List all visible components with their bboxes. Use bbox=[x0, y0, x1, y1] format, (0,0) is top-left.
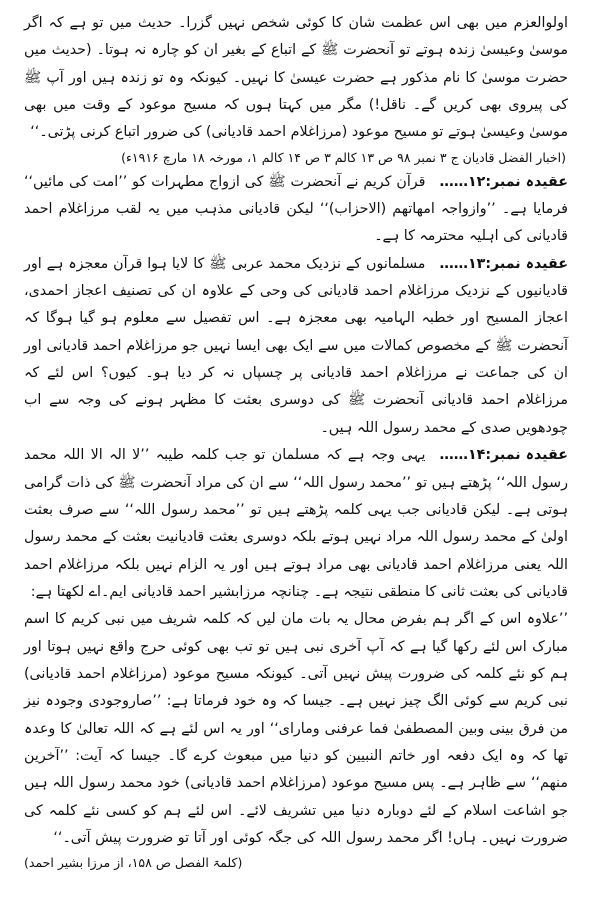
paragraph-belief-14 bbox=[24, 442, 568, 606]
citation-alfazl: (اخبار الفضل قادیان ج ۳ نمبر ۹۸ ص ۱۳ کالم ۳ ص ۱۴ کالم ۱، مورخہ ۱۸ مارچ ۱۹۱۶ء) bbox=[121, 149, 566, 165]
belief-13-label: عقیدہ نمبر:۱۳…… bbox=[439, 255, 568, 272]
belief-14-label: عقیدہ نمبر:۱۴…… bbox=[439, 447, 568, 464]
belief-14-text: یہی وجہ ہے کہ مسلمان تو جب کلمہ طیبہ ’’لا الہ الا اللہ محمد رسول اللہ‘‘ پڑھتے ہیں تو ’’محمد رسول اللہ‘‘ سے ان کی مراد آنحضرت ﷺ کی ذات گرامی ہوتی ہے۔ لیکن قادیانی جب یہی کلمہ پڑھتے ہیں تو ’’محمد رسول اللہ‘‘ سے صرف بعثت اولیٰ کے محمد رسول اللہ مراد نہیں ہوتے بلکہ دوسری بعثت قادیانیت بعثت کے محمد رسول اللہ یعنی مرزاغلام احمد قادیانی بھی مراد ہوتے ہیں اور یہ الزام نہیں بلکہ مرزاغلام احمد قادیانی کی بعثت ثانی کا منطقی نتیجہ ہے۔ چنانچہ مرزابشیر احمد قادیانی ایم۔اے لکھتا ہے: bbox=[24, 447, 568, 600]
paragraph-belief-12 bbox=[24, 169, 568, 251]
paragraph-belief-13 bbox=[24, 251, 568, 442]
paragraph-block-quote: ’’علاوہ اس کے اگر ہم بفرض محال یہ بات مان لیں کہ کلمہ شریف میں نبی کریم کا اسم مبارک اس لئے رکھا گیا ہے کہ آپ آخری نبی ہیں تو تب بھی کوئی حرج واقع نہیں ہوتا اور ہم کو نئے کلمہ کی ضرورت پیش نہیں آتی۔ کیونکہ مسیح موعود (مرزاغلام احمد قادیانی) نبی کریم سے کوئی الگ چیز نہیں ہے۔ جیسا کہ وہ خود فرماتا ہے: ’’صاروجودی وجودہ نیز من فرق بینی وبین المصطفیٰ فما عرفنی ومارای‘‘ اور یہ اس لئے ہے کہ اللہ تعالیٰ کا وعدہ تھا کہ وہ ایک دفعہ اور خاتم النبیین کو دنیا میں مبعوث کرے گا۔ جیسا کہ آیت: ’’آخرین منھم‘‘ سے ظاہر ہے۔ پس مسیح موعود (مرزاغلام احمد قادیانی) خود محمد رسول اللہ ہیں جو اشاعت اسلام کے لئے دوبارہ دنیا میں تشریف لائے۔ اس لئے ہم کو کسی نئے کلمہ کی ضرورت نہیں۔ ہاں! اگر محمد رسول اللہ کی جگہ کوئی اور آتا تو ضرورت پیش آتی۔‘‘ bbox=[24, 611, 568, 846]
belief-13-text: مسلمانوں کے نزدیک محمد عربی ﷺ کا لایا ہوا قرآن معجزہ ہے اور قادیانیوں کے نزدیک مرزاغلام احمد قادیانی کی وحی کے علاوہ ان کی تصنیف اعجاز احمدی، اعجاز المسیح اور خطبہ الہامیہ بھی معجزہ ہے۔ اس تفصیل سے معلوم ہو گیا ہوگا کہ آنحضرت ﷺ کے مخصوص کمالات میں سے ایک بھی ایسا نہیں جو مرزاغلام احمد قادیانی اور ان کی جماعت نے مرزاغلام احمد قادیانی پر چسپاں نہ کر دیا ہو۔ کیوں؟ اس لئے کہ مرزاغلام احمد قادیانی آنحضرت ﷺ کی دوسری بعثت کا مظہر ہونے کی وجہ سے اب چودھویں صدی کے محمد رسول اللہ ہیں۔ bbox=[24, 255, 568, 436]
belief-12-text: قرآن کریم نے آنحضرت ﷺ کی ازواج مطہرات کو ’’امت کی مائیں‘‘ فرمایا ہے۔ ’’وازواجہ امھاتھم (الاحزاب)‘‘ لیکن قادیانی مذہب میں یہ لقب مرزاغلام احمد قادیانی کی اہلیہ محترمہ کا ہے۔ bbox=[24, 173, 568, 245]
belief-12-label: عقیدہ نمبر:۱۲…… bbox=[439, 173, 568, 190]
citation-kalimatul-fasl: (کلمۃ الفصل ص ۱۵۸، از مرزا بشیر احمد) bbox=[24, 855, 243, 871]
paragraph-intro-quote: اولوالعزم میں بھی اس عظمت شان کا کوئی شخص نہیں گزرا۔ حدیث میں تو ہے کہ اگر موسیٰ وعیسیٰ زندہ ہوتے تو آنحضرت ﷺ کے اتباع کے بغیر ان کو چارہ نہ ہوتا۔ (حدیث میں حضرت موسیٰ کا نام مذکور ہے حضرت عیسیٰ کا نہیں۔ کیونکہ وہ تو زندہ ہیں اور آپ ﷺ کی پیروی بھی کریں گے۔ ناقل!) مگر میں کہتا ہوں کہ مسیح موعود کے وقت میں بھی موسیٰ وعیسیٰ ہوتے تو مسیح موعود (مرزاغلام احمد قادیانی) کی ضرور اتباع کرنی پڑتی۔‘‘ bbox=[24, 15, 568, 141]
